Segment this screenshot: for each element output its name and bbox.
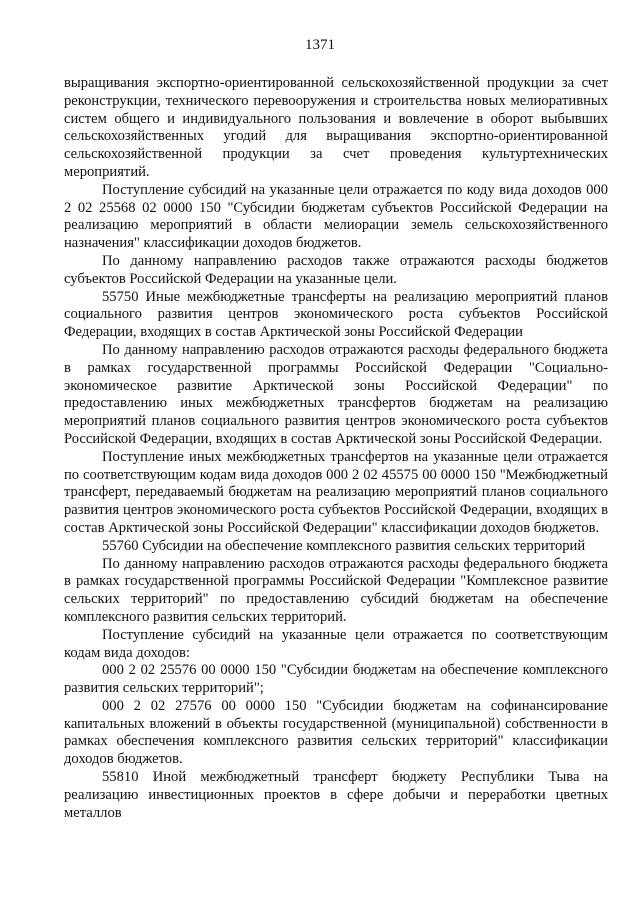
paragraph: Поступление субсидий на указанные цели отражается по соответствующим кодам вида доходов: bbox=[64, 626, 608, 661]
page-number: 1371 bbox=[305, 37, 335, 53]
paragraph: 000 2 02 27576 00 0000 150 "Субсидии бюджетам на софинансирование капитальных вложений в объекты государственной (муниципальной) собственности в рамках обеспечения комплексного развития сельских территорий" классификации доходов бюджетов. bbox=[64, 697, 608, 768]
paragraph: Поступление субсидий на указанные цели отражается по коду вида доходов 000 2 02 25568 02 0000 150 "Субсидии бюджетам субъектов Российской Федерации на реализацию мероприятий в области мелиорации земель сельскохозяйственного назначения" классификации доходов бюджетов. bbox=[64, 181, 608, 252]
paragraph: выращивания экспортно-ориентированной сельскохозяйственной продукции за счет реконструкции, технического перевооружения и строительства новых мелиоративных систем общего и индивидуального пользования и вовлечение в оборот выбывших сельскохозяйственных угодий для выращивания экспортно-ориентированной сельскохозяйственной продукции за счет проведения культуртехнических мероприятий. bbox=[64, 75, 608, 180]
paragraph: 55750 Иные межбюджетные трансферты на реализацию мероприятий планов социального развития центров экономического роста субъектов Российской Федерации, входящих в состав Арктической зоны Российской Федерации bbox=[64, 288, 608, 341]
paragraph: 000 2 02 25576 00 0000 150 "Субсидии бюджетам на обеспечение комплексного развития сельских территорий"; bbox=[64, 662, 608, 697]
paragraph: 55810 Иной межбюджетный трансферт бюджету Республики Тыва на реализацию инвестиционных проектов в сфере добычи и переработки цветных металлов bbox=[64, 769, 608, 821]
paragraph: 55760 Субсидии на обеспечение комплексного развития сельских территорий bbox=[102, 537, 586, 554]
paragraph: По данному направлению расходов отражаются расходы федерального бюджета в рамках государственной программы Российской Федерации "Социально-экономическое развитие Арктической зоны Российской Федерации" по предоставлению иных межбюджетных трансфертов бюджетам на реализацию мероприятий планов социального развития центров экономического роста субъектов Российской Федерации, входящих в состав Арктической зоны Российской Федерации. bbox=[64, 341, 608, 447]
paragraph: По данному направлению расходов также отражаются расходы бюджетов субъектов Российской Федерации на указанные цели. bbox=[64, 252, 608, 287]
paragraph: По данному направлению расходов отражаются расходы федерального бюджета в рамках государственной программы Российской Федерации "Комплексное развитие сельских территорий" по предоставлению субсидий бюджетам на обеспечение комплексного развития сельских территорий. bbox=[64, 555, 608, 625]
paragraph: Поступление иных межбюджетных трансфертов на указанные цели отражается по соответствующим кодам вида доходов 000 2 02 45575 00 0000 150 "Межбюджетный трансферт, передаваемый бюджетам на реализацию мероприятий планов социального развития центров экономического роста субъектов Российской Федерации, входящих в состав Арктической зоны Российской Федерации" классификации доходов бюджетов. bbox=[64, 448, 608, 536]
document-body bbox=[64, 75, 608, 822]
